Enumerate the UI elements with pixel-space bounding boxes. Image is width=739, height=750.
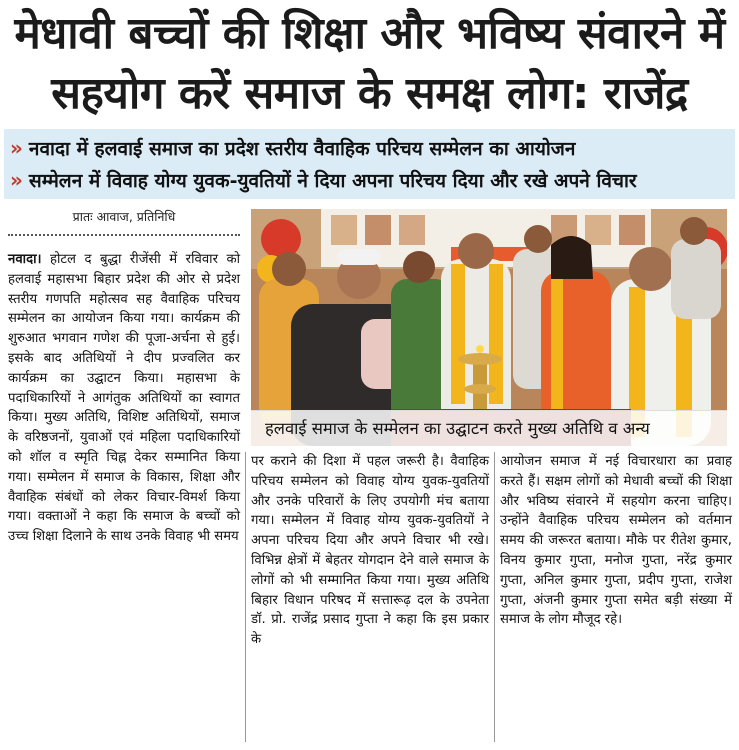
column-divider xyxy=(245,452,246,742)
article-column-3: आयोजन समाज में नई विचारधारा का प्रवाह करते हैं। सक्षम लोगों को मेधावी बच्चों की शिक्षा और भविष्य संवारने में सहयोग करना चाहिए। उन्होंने वैवाहिक परिचय सम्मेलन को वर्तमान समय की जरूरत बताया। मौके पर रीतेश कुमार, विनय कुमार गुप्ता, मनोज गुप्ता, नरेंद्र कुमार गुप्ता, अनिल कुमार गुप्ता, प्रदीप गुप्ता, राजेश गुप्ता, अंजनी कुमार गुप्ता समेत बड़ी संख्या में समाज के लोग मौजूद रहे। xyxy=(500,454,732,628)
subheadline-1-text: नवादा में हलवाई समाज का प्रदेश स्तरीय वैवाहिक परिचय सम्मेलन का आयोजन xyxy=(28,138,576,160)
byline: प्रातः आवाज, प्रतिनिधि xyxy=(72,209,176,224)
article-column-2: पर कराने की दिशा में पहल जरूरी है। वैवाहिक परिचय सम्मेलन को विवाह योग्य युवक-युवतियों और उनके परिवारों के लिए उपयोगी मंच बताया गया। सम्मेलन में विवाह योग्य युवक-युवतियों ने अपना परिचय दिया और अपने विचार भी रखे। विभिन्न क्षेत्रों में बेहतर योगदान देने वाले समाज के लोगों को भी सम्मानित किया गया। मुख्य अतिथि बिहार विधान परिषद में सत्तारूढ़ दल के उपनेता डॉ. प्रो. राजेंद्र प्रसाद गुप्ता ने कहा कि इस प्रकार के xyxy=(251,454,489,648)
article-column-1-text: होटल द बुद्धा रीजेंसी में रविवार को हलवाई महासभा बिहार प्रदेश की ओर से प्रदेश स्तरीय गणपति महोत्सव सह वैवाहिक परिचय सम्मेलन का आयोजन किया गया। कार्यक्रम की शुरुआत भगवान गणेश की पूजा-अर्चना से हुई। इसके बाद अतिथियों ने दीप प्रज्वलित कर कार्यक्रम का उद्घाटन किया। महासभा के पदाधिकारियों ने आगंतुक अतिथियों का स्वागत किया। मुख्य अतिथि, विशिष्ट अतिथियों, समाज के वरिष्ठजनों, युवाओं एवं महिला पदाधिकारियों को शॉल व स्मृति चिह्न देकर सम्मानित किया गया। सम्मेलन में समाज के विकास, शिक्षा और वैवाहिक संबंधों को लेकर विचार-विमर्श किया गया। वक्ताओं ने कहा कि समाज के बच्चों को उच्च शिक्षा दिलाने के साथ उनके विवाह भी समय xyxy=(8,252,240,545)
headline xyxy=(0,0,739,128)
dotted-divider xyxy=(8,234,240,236)
headline-line-2: सहयोग करें समाज के समक्ष लोग: राजेंद्र xyxy=(51,68,688,119)
subheadline-1 xyxy=(10,132,575,164)
subheadline-box xyxy=(4,129,735,199)
photo-caption: हलवाई समाज के सम्मेलन का उद्घाटन करते मुख्य अतिथि व अन्य xyxy=(251,410,727,446)
double-chevron-icon: » xyxy=(10,136,23,160)
subheadline-2 xyxy=(10,164,637,196)
article-column-1 xyxy=(8,250,240,742)
column-divider xyxy=(494,452,495,742)
dateline: नवादा। xyxy=(8,252,42,267)
headline-line-1: मेधावी बच्चों की शिक्षा और भविष्य संवारने में xyxy=(14,8,725,59)
subheadline-2-text: सम्मेलन में विवाह योग्य युवक-युवतियों ने दिया अपना परिचय दिया और रखे अपने विचार xyxy=(28,170,637,192)
double-chevron-icon: » xyxy=(10,168,23,192)
